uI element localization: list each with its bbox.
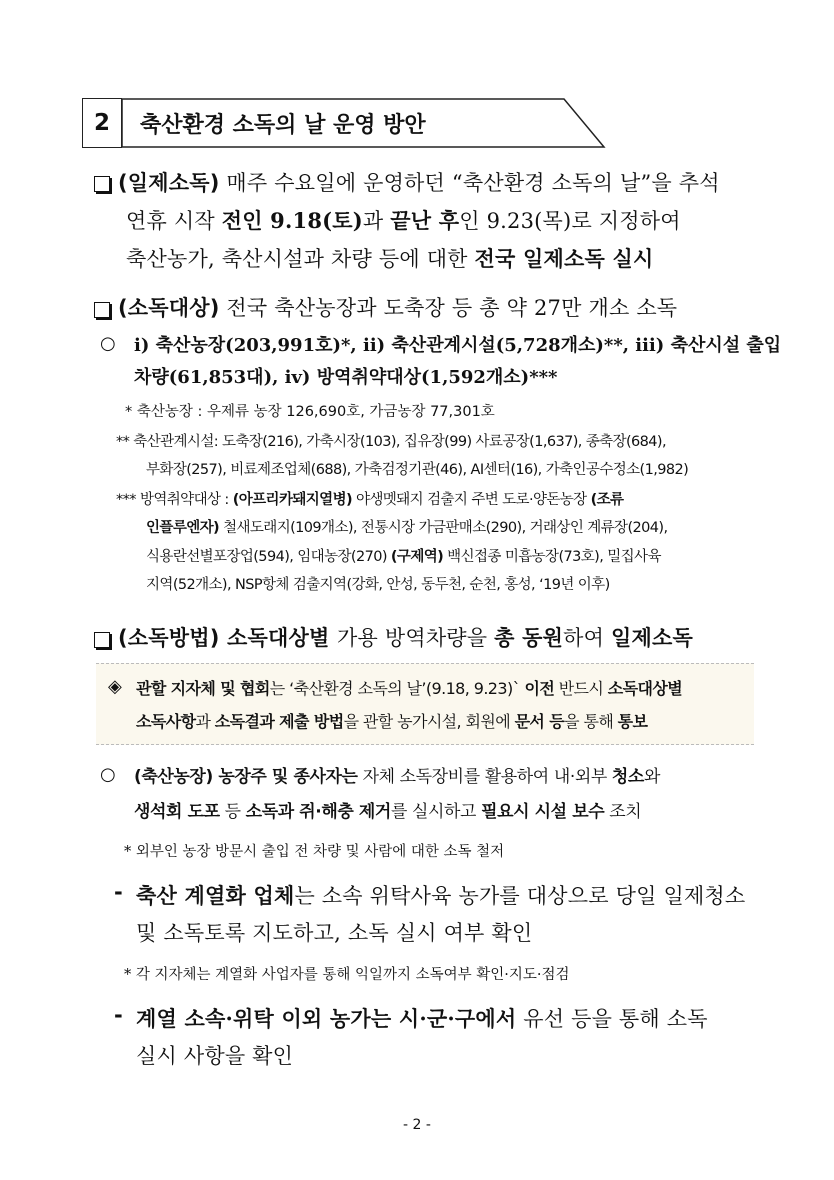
farm-1d: 청소 <box>611 767 644 787</box>
target-note-3c-fmd: (구제역) <box>390 549 444 565</box>
circle-bullet-icon: ○ <box>100 333 116 354</box>
target-note-3a-asf: (아프리카돼지열병) <box>232 492 353 508</box>
farm-2e: 필요시 시설 보수 <box>481 802 605 822</box>
checkbox-bullet-icon <box>94 302 110 318</box>
ilje-line-1 <box>118 167 720 197</box>
section-header <box>82 98 604 148</box>
dash-line-2b: 실시 사항을 확인 <box>136 1044 294 1068</box>
notice-2a: 소독사항 <box>136 712 196 731</box>
ilje-text-3b: 전국 일제소독 실시 <box>474 246 654 271</box>
ilje-label: (일제소독) <box>118 171 220 195</box>
target-sub-2: 차량(61,853대), ⅳ) 방역취약대상(1,592개소)*** <box>134 367 558 388</box>
notice-1a: 관할 지자체 및 협회 <box>136 679 270 698</box>
notice-line-2 <box>136 709 647 732</box>
farm-1c: 자체 소독장비를 활용하여 내·외부 <box>357 767 612 787</box>
farm-2c: 소독과 쥐·해충 제거 <box>245 802 391 822</box>
farm-1e: 와 <box>643 767 660 787</box>
ilje-text-3a: 축산농가, 축산시설과 차량 등에 대한 <box>126 247 475 271</box>
notice-2b: 과 <box>195 712 215 731</box>
dash-bullet-1: - <box>114 880 123 904</box>
method-line-1 <box>118 622 693 652</box>
target-note-1: * 축산농장 : 우제류 농장 126,690호, 가금농장 77,301호 <box>125 404 495 420</box>
method-text-d: 하여 <box>563 626 611 650</box>
target-label: (소독대상) <box>118 296 220 320</box>
dash-bullet-2: - <box>114 1003 123 1027</box>
circle-bullet-icon: ○ <box>100 764 116 785</box>
notice-1b: 는 ‘축산환경 소독의 날’(9.18, 9.23)` <box>269 679 525 698</box>
target-note-3b <box>146 516 667 537</box>
ilje-text-1: 매주 수요일에 운영하던 “축산환경 소독의 날”을 추석 <box>219 171 720 195</box>
ilje-text-2a: 연휴 시작 <box>126 209 222 233</box>
target-note-3a-ai: (조류 <box>590 492 624 508</box>
ilje-line-3 <box>126 243 653 273</box>
farm-2b: 등 <box>219 802 246 822</box>
method-text-c: 총 동원 <box>494 625 564 650</box>
target-note-3a-mid: 야생멧돼지 검출지 주변 도로·양돈농장 <box>352 492 591 508</box>
diamond-bullet-icon: ◈ <box>108 676 122 697</box>
notice-2g: 통보 <box>617 712 648 731</box>
method-label: (소독방법) <box>118 626 220 650</box>
notice-1c: 이전 <box>524 679 555 698</box>
target-note-3a-pre: *** 방역취약대상 : <box>116 492 233 508</box>
farm-1b: 농장주 및 종사자는 <box>212 767 358 787</box>
section-number: 2 <box>82 98 122 148</box>
dash-1a: 축산 계열화 업체 <box>136 883 295 908</box>
farm-2f: 조치 <box>604 802 642 822</box>
section-title: 축산환경 소독의 날 운영 방안 <box>140 113 426 138</box>
target-note-3a <box>116 488 623 509</box>
ilje-text-2c: 과 <box>362 209 391 233</box>
notice-1d: 반드시 <box>554 679 608 698</box>
farm-2a: 생석회 도포 <box>134 802 220 822</box>
section-title-box <box>122 98 604 148</box>
method-text-e: 일제소독 <box>611 625 693 650</box>
farm-2d: 를 실시하고 <box>390 802 482 822</box>
dash-1b: 는 소속 위탁사육 농가를 대상으로 당일 일제청소 <box>294 884 746 908</box>
checkbox-bullet-icon <box>94 176 110 192</box>
notice-1e: 소독대상별 <box>607 679 683 698</box>
dash-line-1a <box>136 880 745 910</box>
target-note-3c-a: 식용란선별포장업(594), 임대농장(270) <box>146 549 391 565</box>
target-text-1: 전국 축산농장과 도축장 등 총 약 27만 개소 소독 <box>219 296 678 320</box>
dash-line-2a <box>136 1003 708 1033</box>
target-line-1 <box>118 292 677 322</box>
target-note-3d: 지역(52개소), NSP항체 검출지역(강화, 안성, 동두천, 순천, 홍성, ‘19년 이후) <box>146 577 610 593</box>
farm-line-2 <box>134 797 641 822</box>
notice-2d: 을 관할 농가시설, 회원에 <box>343 712 515 731</box>
farm-1a: (축산농장) <box>134 767 213 787</box>
notice-2e: 문서 등 <box>514 712 565 731</box>
ilje-line-2 <box>126 205 681 235</box>
target-note-3b-rest: 철새도래지(109개소), 전통시장 가금판매소(290), 거래상인 계류장(204), <box>219 520 668 536</box>
target-note-3c <box>146 545 661 566</box>
target-note-3b-ai: 인플루엔자) <box>146 520 220 536</box>
farm-note: * 외부인 농장 방문시 출입 전 차량 및 사람에 대한 소독 철저 <box>124 844 505 860</box>
method-text-a: 소독대상별 <box>219 625 337 650</box>
notice-2f: 을 통해 <box>564 712 618 731</box>
farm-line-1 <box>134 762 660 787</box>
notice-2c: 소독결과 제출 방법 <box>214 712 344 731</box>
target-sub-1: ⅰ) 축산농장(203,991호)*, ⅱ) 축산관계시설(5,728개소)**, ⅲ) 축산시설 출입 <box>134 335 782 356</box>
target-note-3c-c: 백신접종 미흡농장(73호), 밀집사육 <box>443 549 661 565</box>
page-number: - 2 - <box>403 1117 431 1133</box>
dash-2b: 유선 등을 통해 소독 <box>516 1007 708 1031</box>
ilje-text-2d: 끝난 후 <box>390 208 460 233</box>
target-note-2b: 부화장(257), 비료제조업체(688), 가축검정기관(46), AI센터(16), 가축인공수정소(1,982) <box>146 462 689 478</box>
target-note-2a: ** 축산관계시설: 도축장(216), 가축시장(103), 집유장(99) 사료공장(1,637), 종축장(684), <box>116 434 666 450</box>
dash-2a: 계열 소속·위탁 이외 농가는 시·군·구에서 <box>136 1006 517 1031</box>
method-text-b: 가용 방역차량을 <box>337 626 495 650</box>
ilje-date-1: 전인 9.18(토) <box>221 208 363 233</box>
ilje-date-2: 인 9.23(목)로 지정하여 <box>459 209 681 233</box>
checkbox-bullet-icon <box>94 632 110 648</box>
dash-line-1b: 및 소독토록 지도하고, 소독 실시 여부 확인 <box>136 921 533 945</box>
dash-note: * 각 지자체는 계열화 사업자를 통해 익일까지 소독여부 확인·지도·점검 <box>124 967 570 983</box>
notice-line-1 <box>136 676 682 699</box>
